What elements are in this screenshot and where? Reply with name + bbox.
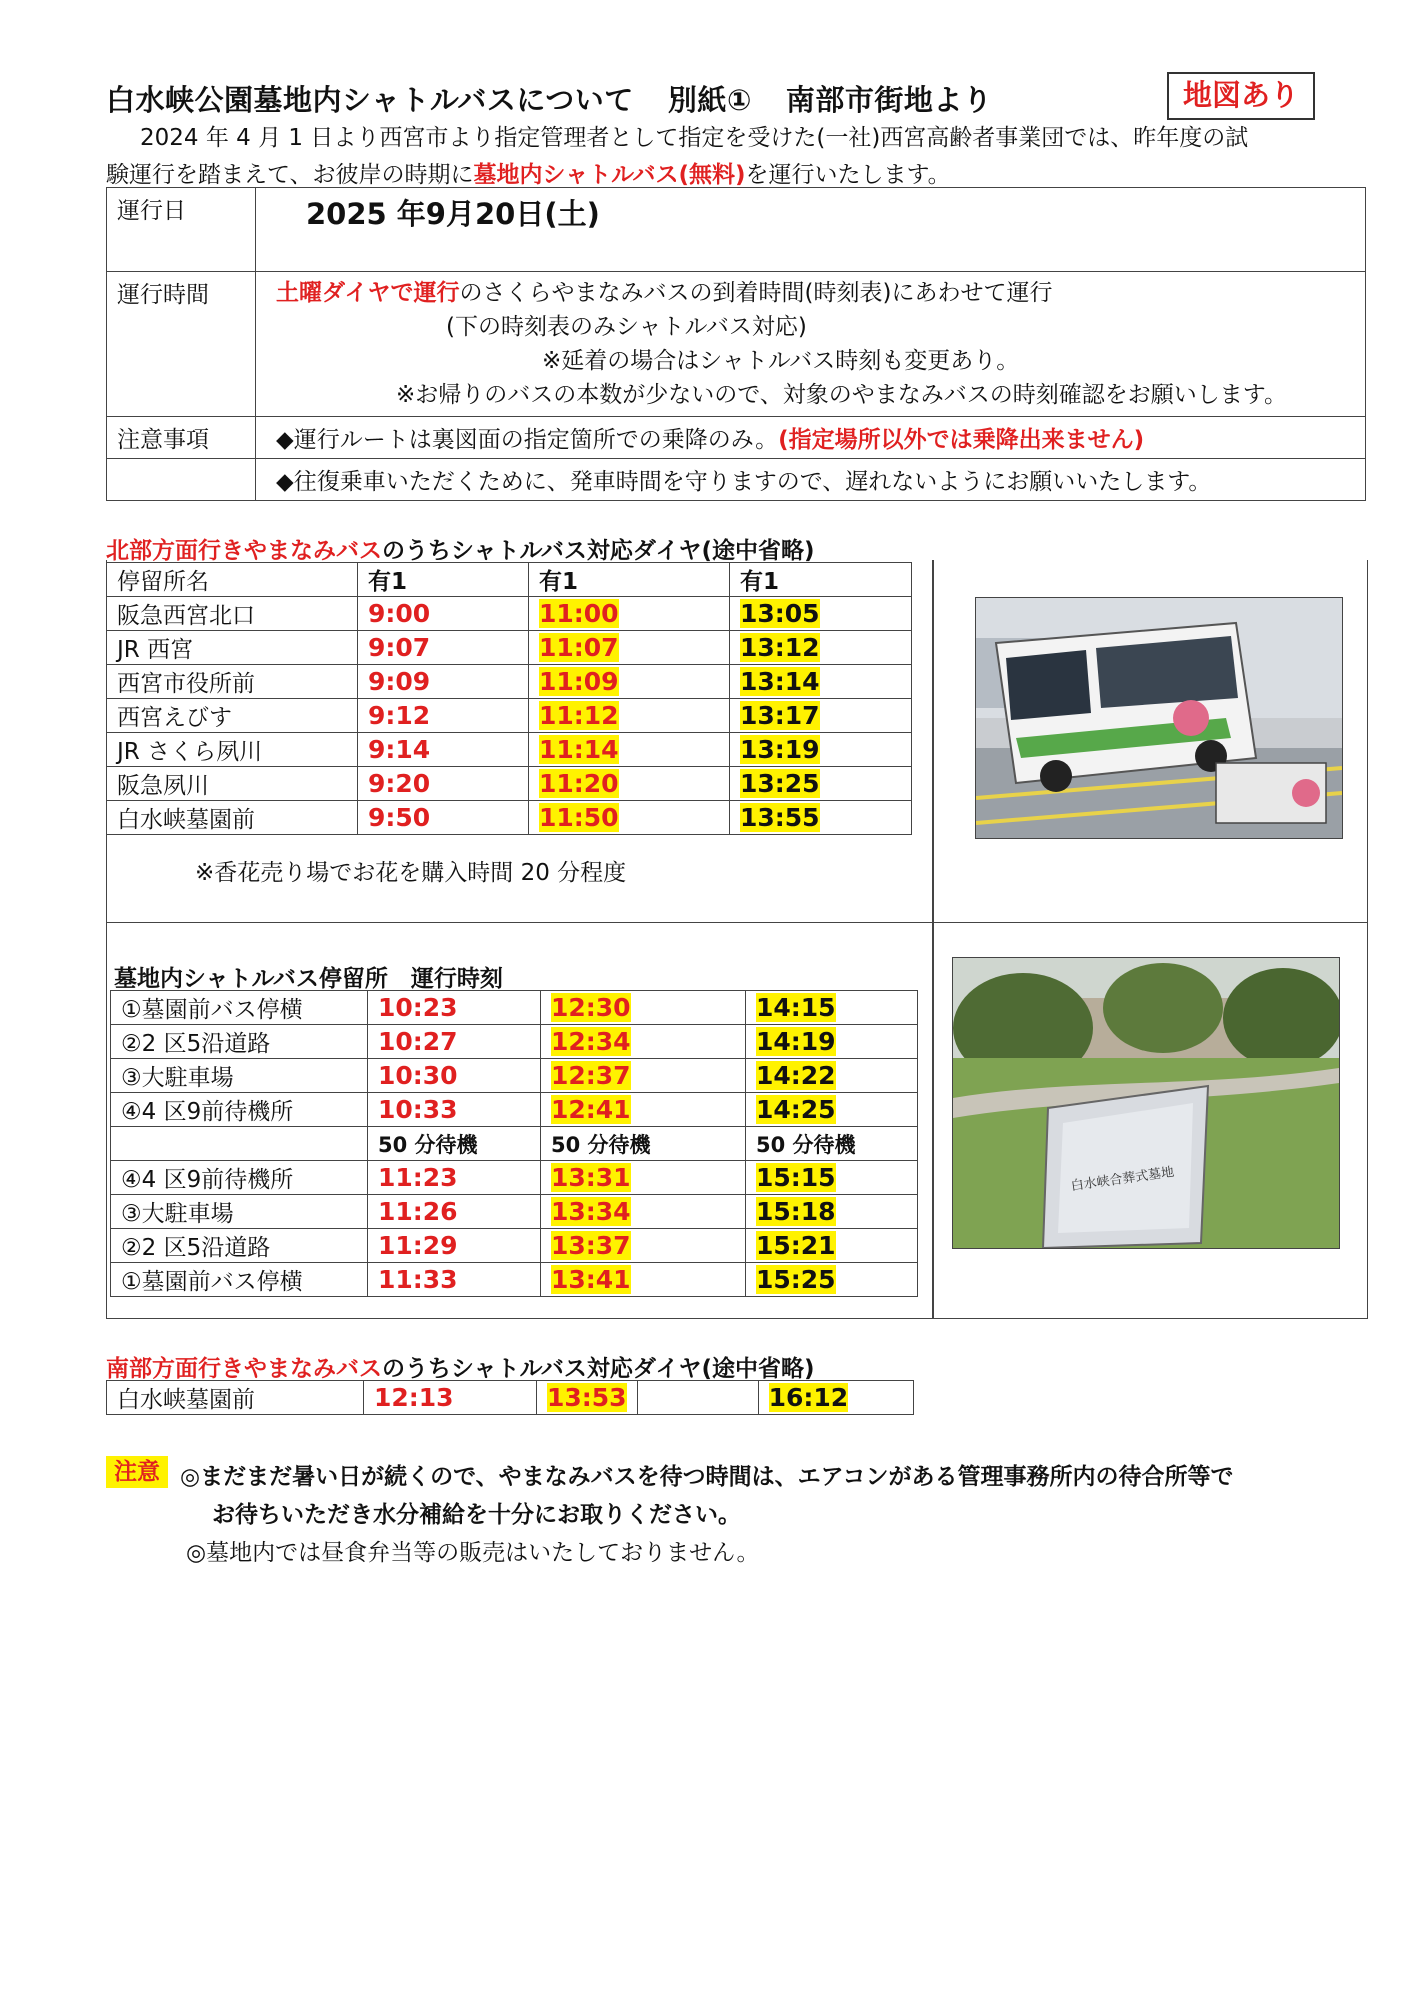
table-row	[107, 733, 912, 767]
notes-red: (指定場所以外では乗降出来ません)	[778, 427, 1145, 453]
stop-name: 西宮市役所前	[107, 665, 358, 699]
table-row	[111, 1195, 918, 1229]
south-timetable	[106, 1380, 914, 1415]
date-value-cell	[256, 188, 1366, 272]
table-row	[111, 1093, 918, 1127]
footer-line1: ◎まだまだ暑い日が続くので、やまなみバスを待つ時間は、エアコンがある管理事務所内の待合所等で	[180, 1464, 1234, 1490]
time-cell: 9:07	[358, 631, 529, 665]
time-cell: 13:12	[740, 633, 820, 662]
time-cell: 12:34	[551, 1027, 631, 1056]
north-heading-red: 北部方面行きやまなみバス	[106, 538, 382, 564]
time-cell: 14:15	[756, 993, 836, 1022]
stop-name: ③大駐車場	[111, 1195, 368, 1229]
notes-label-empty	[107, 459, 256, 501]
table-row	[107, 1381, 914, 1415]
date-label: 運行日	[107, 188, 256, 272]
time-cell: 15:15	[756, 1163, 836, 1192]
time-cell: 11:12	[539, 701, 619, 730]
shuttle-heading: 墓地内シャトルバス停留所 運行時刻	[114, 966, 503, 992]
time-cell: 12:41	[551, 1095, 631, 1124]
notes-label: 注意事項	[107, 417, 256, 459]
time-cell: 14:19	[756, 1027, 836, 1056]
time-cell: 15:21	[756, 1231, 836, 1260]
north-heading-rest: のうちシャトルバス対応ダイヤ(途中省略)	[382, 538, 815, 564]
time-cell: 13:14	[740, 667, 820, 696]
hours-red: 土曜ダイヤで運行	[276, 280, 460, 306]
stop-name: ④4 区9前待機所	[111, 1161, 368, 1195]
wait-cell: 50 分待機	[746, 1127, 918, 1161]
time-cell: 10:33	[368, 1093, 541, 1127]
page-title	[106, 78, 1026, 119]
time-cell: 10:30	[368, 1059, 541, 1093]
table-row	[107, 631, 912, 665]
table-row	[111, 1059, 918, 1093]
stop-name: 阪急夙川	[107, 767, 358, 801]
time-cell: 13:25	[740, 769, 820, 798]
time-cell: 12:13	[364, 1381, 537, 1415]
time-cell: 9:09	[358, 665, 529, 699]
time-cell: 11:07	[539, 633, 619, 662]
origin-label: 南部市街地より	[785, 83, 993, 117]
intro-line1: 2024 年 4 月 1 日より西宮市より指定管理者として指定を受けた(一社)西宮高齢者事業団では、昨年度の試	[140, 125, 1249, 151]
table-row	[111, 1025, 918, 1059]
stop-name: ①墓園前バス停横	[111, 991, 368, 1025]
north-col-1: 有1	[358, 563, 529, 597]
time-cell: 10:23	[368, 991, 541, 1025]
notes-cell-2	[256, 459, 1366, 501]
time-cell: 13:17	[740, 701, 820, 730]
time-cell: 14:22	[756, 1061, 836, 1090]
time-cell: 16:12	[768, 1383, 849, 1412]
north-divider	[932, 560, 934, 922]
time-cell: 13:37	[551, 1231, 631, 1260]
time-cell: 9:00	[358, 597, 529, 631]
date-value: 2025 年9月20日(土)	[306, 197, 600, 231]
stop-name: ①墓園前バス停横	[111, 1263, 368, 1297]
north-col-2: 有1	[529, 563, 730, 597]
stop-name: ②2 区5沿道路	[111, 1229, 368, 1263]
time-cell: 13:41	[551, 1265, 631, 1294]
table-row	[111, 1263, 918, 1297]
north-note: ※香花売り場でお花を購入時間 20 分程度	[195, 860, 627, 886]
stop-name: 阪急西宮北口	[107, 597, 358, 631]
stop-name: 白水峡墓園前	[107, 1381, 364, 1415]
north-timetable	[106, 562, 912, 835]
time-cell: 11:29	[368, 1229, 541, 1263]
table-row	[107, 767, 912, 801]
south-heading	[106, 1350, 815, 1383]
time-cell: 11:33	[368, 1263, 541, 1297]
stop-name: 白水峡墓園前	[107, 801, 358, 835]
north-col-3: 有1	[730, 563, 912, 597]
time-cell: 13:53	[547, 1383, 627, 1412]
time-cell: 11:23	[368, 1161, 541, 1195]
info-table	[106, 187, 1366, 501]
table-row	[111, 991, 918, 1025]
table-row	[111, 1229, 918, 1263]
stop-name: JR 西宮	[107, 631, 358, 665]
time-cell: 9:14	[358, 733, 529, 767]
time-cell: 10:27	[368, 1025, 541, 1059]
footer-line2: お待ちいただき水分補給を十分にお取りください。	[212, 1502, 741, 1528]
table-row	[107, 665, 912, 699]
shuttle-divider	[932, 922, 934, 1318]
title-text: 白水峡公園墓地内シャトルバスについて	[106, 83, 634, 117]
time-cell: 11:09	[539, 667, 619, 696]
time-cell: 9:12	[358, 699, 529, 733]
wait-empty	[111, 1127, 368, 1161]
notes-text1: ◆運行ルートは裏図面の指定箇所での乗降のみ。	[276, 427, 779, 453]
time-cell: 11:14	[539, 735, 619, 764]
time-cell: 13:05	[740, 599, 820, 628]
time-cell: 11:26	[368, 1195, 541, 1229]
time-cell: 11:50	[539, 803, 619, 832]
time-cell: 13:31	[551, 1163, 631, 1192]
stop-name: ③大駐車場	[111, 1059, 368, 1093]
memorial-photo	[952, 957, 1340, 1249]
stop-name: 西宮えびす	[107, 699, 358, 733]
south-empty	[637, 1381, 758, 1415]
south-heading-rest: のうちシャトルバス対応ダイヤ(途中省略)	[382, 1356, 815, 1382]
time-cell: 15:18	[756, 1197, 836, 1226]
wait-cell: 50 分待機	[541, 1127, 746, 1161]
hours-line2: (下の時刻表のみシャトルバス対応)	[446, 314, 807, 340]
bus-photo-icon	[976, 598, 1342, 838]
footer-line3: ◎墓地内では昼食弁当等の販売はいたしておりません。	[186, 1540, 760, 1566]
caution-label: 注意	[106, 1456, 168, 1488]
attachment-label: 別紙①	[667, 83, 752, 117]
memorial-stone-photo-icon	[953, 958, 1339, 1248]
time-cell: 9:20	[358, 767, 529, 801]
wait-cell: 50 分待機	[368, 1127, 541, 1161]
intro-paragraph	[106, 120, 1366, 194]
table-row	[111, 1161, 918, 1195]
stop-name: JR さくら夙川	[107, 733, 358, 767]
hours-cell	[256, 272, 1366, 417]
time-cell: 11:20	[539, 769, 619, 798]
time-cell: 12:37	[551, 1061, 631, 1090]
bus-photo	[975, 597, 1343, 839]
time-cell: 11:00	[539, 599, 619, 628]
north-stop-header: 停留所名	[107, 563, 358, 597]
time-cell: 13:19	[740, 735, 820, 764]
intro-text-b: を運行いたします。	[745, 162, 951, 188]
shuttle-timetable	[110, 990, 918, 1297]
hours-text1: のさくらやまなみバスの到着時間(時刻表)にあわせて運行	[459, 280, 1053, 306]
notes-cell-1	[256, 417, 1366, 459]
stop-name: ②2 区5沿道路	[111, 1025, 368, 1059]
time-cell: 14:25	[756, 1095, 836, 1124]
hours-line3: ※延着の場合はシャトルバス時刻も変更あり。	[542, 348, 1020, 374]
table-row	[107, 801, 912, 835]
table-row	[107, 597, 912, 631]
map-badge: 地図あり	[1167, 72, 1315, 120]
hours-line1	[276, 276, 1355, 310]
time-cell: 15:25	[756, 1265, 836, 1294]
stone-inscription: 白水峡合葬式墓地	[1069, 1164, 1176, 1195]
intro-highlight: 墓地内シャトルバス(無料)	[473, 162, 746, 188]
time-cell: 13:34	[551, 1197, 631, 1226]
time-cell: 13:55	[740, 803, 820, 832]
hours-line4: ※お帰りのバスの本数が少ないので、対象のやまなみバスの時刻確認をお願いします。	[396, 382, 1287, 408]
intro-text-a: 験運行を踏まえて、お彼岸の時期に	[106, 162, 474, 188]
notes-text2: ◆往復乗車いただくために、発車時間を守りますので、遅れないようにお願いいたします。	[276, 469, 1212, 495]
time-cell: 9:50	[358, 801, 529, 835]
table-row	[107, 699, 912, 733]
hours-label: 運行時間	[107, 272, 256, 417]
wait-row	[111, 1127, 918, 1161]
stop-name: ④4 区9前待機所	[111, 1093, 368, 1127]
south-heading-red: 南部方面行きやまなみバス	[106, 1356, 382, 1382]
time-cell: 12:30	[551, 993, 631, 1022]
